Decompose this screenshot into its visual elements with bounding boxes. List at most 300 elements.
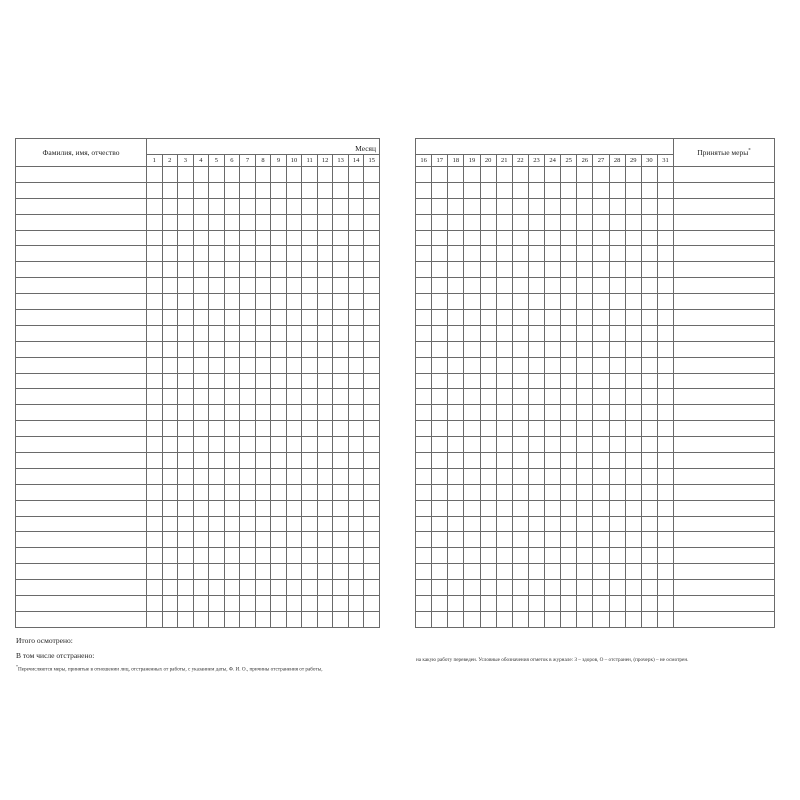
attendance-cell [625,198,641,214]
attendance-cell [240,389,256,405]
attendance-cell [147,310,163,326]
attendance-cell [162,580,178,596]
attendance-cell [448,310,464,326]
attendance-cell [286,611,302,627]
attendance-cell [593,405,609,421]
attendance-cell [577,580,593,596]
attendance-cell [480,341,496,357]
attendance-cell [271,516,287,532]
attendance-cell [255,405,271,421]
attendance-cell [416,198,432,214]
table-row [16,357,380,373]
attendance-cell [657,532,673,548]
attendance-cell [255,453,271,469]
attendance-cell [286,532,302,548]
attendance-cell [209,532,225,548]
attendance-cell [302,198,318,214]
attendance-cell [609,405,625,421]
attendance-cell [464,373,480,389]
attendance-cell [317,262,333,278]
attendance-cell [464,294,480,310]
attendance-cell [271,564,287,580]
month-header-blank [416,139,674,155]
attendance-cell [271,325,287,341]
attendance-cell [561,262,577,278]
table-row [16,453,380,469]
attendance-cell [333,437,349,453]
attendance-cell [224,278,240,294]
table-row [416,548,775,564]
attendance-cell [209,182,225,198]
attendance-cell [255,341,271,357]
attendance-cell [333,373,349,389]
attendance-cell [561,580,577,596]
attendance-cell [271,230,287,246]
attendance-cell [496,198,512,214]
attendance-cell [240,596,256,612]
attendance-cell [348,468,364,484]
attendance-cell [255,278,271,294]
table-row [416,564,775,580]
table-row [16,500,380,516]
name-cell [16,325,147,341]
attendance-cell [178,389,194,405]
attendance-cell [240,310,256,326]
attendance-cell [480,516,496,532]
attendance-cell [416,437,432,453]
attendance-cell [625,278,641,294]
attendance-cell [271,341,287,357]
attendance-cell [432,421,448,437]
attendance-cell [432,548,448,564]
attendance-cell [147,500,163,516]
attendance-cell [302,167,318,183]
measures-cell [674,325,775,341]
attendance-cell [657,357,673,373]
attendance-cell [348,548,364,564]
attendance-cell [593,198,609,214]
attendance-cell [209,230,225,246]
attendance-cell [255,198,271,214]
attendance-cell [593,437,609,453]
attendance-cell [432,596,448,612]
attendance-cell [162,262,178,278]
attendance-cell [480,325,496,341]
attendance-cell [480,596,496,612]
attendance-cell [593,516,609,532]
attendance-cell [448,262,464,278]
attendance-cell [416,611,432,627]
attendance-cell [271,611,287,627]
attendance-cell [333,310,349,326]
attendance-cell [496,373,512,389]
attendance-cell [209,500,225,516]
journal-right-page [415,138,774,633]
attendance-cell [593,182,609,198]
attendance-cell [147,453,163,469]
attendance-cell [464,214,480,230]
table-row [16,580,380,596]
attendance-cell [416,325,432,341]
attendance-cell [512,548,528,564]
attendance-cell [593,246,609,262]
attendance-cell [286,389,302,405]
attendance-cell [302,548,318,564]
attendance-cell [416,246,432,262]
attendance-cell [178,421,194,437]
attendance-cell [193,278,209,294]
attendance-cell [147,246,163,262]
attendance-cell [593,373,609,389]
attendance-cell [317,564,333,580]
attendance-cell [593,310,609,326]
attendance-cell [364,278,380,294]
attendance-cell [286,580,302,596]
attendance-cell [416,230,432,246]
attendance-cell [448,389,464,405]
attendance-cell [561,294,577,310]
attendance-cell [162,596,178,612]
attendance-cell [512,341,528,357]
table-row [16,167,380,183]
attendance-cell [240,341,256,357]
header-row [16,139,380,155]
attendance-cell [545,373,561,389]
measures-cell [674,167,775,183]
attendance-cell [480,182,496,198]
attendance-cell [432,310,448,326]
attendance-cell [577,548,593,564]
attendance-cell [209,437,225,453]
attendance-cell [271,437,287,453]
attendance-cell [302,294,318,310]
attendance-cell [147,580,163,596]
attendance-cell [464,484,480,500]
table-row [16,437,380,453]
attendance-cell [528,405,544,421]
attendance-cell [255,325,271,341]
attendance-cell [561,421,577,437]
attendance-cell [302,325,318,341]
day-number-30: 30 [641,155,657,167]
attendance-cell [432,468,448,484]
attendance-cell [496,468,512,484]
table-row [416,310,775,326]
attendance-cell [286,182,302,198]
attendance-cell [162,278,178,294]
attendance-cell [333,198,349,214]
attendance-cell [593,500,609,516]
attendance-cell [577,262,593,278]
header-row [416,139,775,155]
table-row [416,532,775,548]
attendance-cell [641,230,657,246]
attendance-cell [448,564,464,580]
attendance-cell [464,357,480,373]
measures-cell [674,500,775,516]
attendance-cell [162,611,178,627]
attendance-cell [496,580,512,596]
attendance-cell [496,453,512,469]
attendance-cell [147,357,163,373]
attendance-cell [432,484,448,500]
attendance-cell [364,484,380,500]
attendance-cell [147,596,163,612]
attendance-cell [286,310,302,326]
attendance-cell [545,357,561,373]
attendance-cell [333,468,349,484]
attendance-cell [528,182,544,198]
attendance-cell [593,468,609,484]
attendance-cell [609,548,625,564]
attendance-cell [255,611,271,627]
attendance-cell [561,278,577,294]
attendance-cell [348,198,364,214]
attendance-cell [224,580,240,596]
attendance-cell [193,580,209,596]
attendance-cell [240,548,256,564]
attendance-cell [657,596,673,612]
attendance-cell [528,500,544,516]
attendance-cell [496,484,512,500]
footnote-mark: * [16,664,18,669]
attendance-cell [333,341,349,357]
attendance-cell [464,532,480,548]
attendance-cell [162,453,178,469]
attendance-cell [480,230,496,246]
journal-right-table [415,138,775,628]
attendance-cell [333,294,349,310]
attendance-cell [178,325,194,341]
attendance-cell [240,421,256,437]
attendance-cell [224,294,240,310]
attendance-cell [364,198,380,214]
attendance-cell [255,532,271,548]
attendance-cell [545,453,561,469]
attendance-cell [496,532,512,548]
attendance-cell [528,437,544,453]
attendance-cell [348,278,364,294]
day-number-2: 2 [162,155,178,167]
attendance-cell [512,596,528,612]
attendance-cell [147,262,163,278]
attendance-cell [286,357,302,373]
attendance-cell [302,246,318,262]
attendance-cell [178,341,194,357]
attendance-cell [302,437,318,453]
attendance-cell [577,294,593,310]
attendance-cell [432,278,448,294]
attendance-cell [286,325,302,341]
attendance-cell [178,262,194,278]
name-cell [16,278,147,294]
attendance-cell [317,596,333,612]
attendance-cell [271,167,287,183]
attendance-cell [545,564,561,580]
attendance-cell [317,516,333,532]
attendance-cell [577,246,593,262]
attendance-cell [348,421,364,437]
attendance-cell [333,516,349,532]
day-number-20: 20 [480,155,496,167]
attendance-cell [416,182,432,198]
attendance-cell [641,437,657,453]
attendance-cell [348,516,364,532]
attendance-cell [224,246,240,262]
attendance-cell [464,278,480,294]
attendance-cell [162,182,178,198]
day-number-15: 15 [364,155,380,167]
attendance-cell [512,294,528,310]
attendance-cell [209,373,225,389]
attendance-cell [625,564,641,580]
attendance-cell [593,532,609,548]
day-number-9: 9 [271,155,287,167]
attendance-cell [641,182,657,198]
attendance-cell [512,437,528,453]
attendance-cell [147,230,163,246]
journal-left-table [15,138,380,628]
attendance-cell [609,262,625,278]
attendance-cell [209,580,225,596]
day-number-22: 22 [512,155,528,167]
measures-cell [674,294,775,310]
attendance-cell [193,500,209,516]
attendance-cell [545,310,561,326]
attendance-cell [512,484,528,500]
measures-column-header [674,139,775,167]
attendance-cell [193,611,209,627]
table-row [16,516,380,532]
attendance-cell [209,310,225,326]
measures-cell [674,310,775,326]
attendance-cell [302,341,318,357]
attendance-cell [432,198,448,214]
attendance-cell [609,357,625,373]
attendance-cell [416,453,432,469]
attendance-cell [416,484,432,500]
attendance-cell [209,405,225,421]
attendance-cell [480,437,496,453]
attendance-cell [147,484,163,500]
table-row [16,373,380,389]
attendance-cell [561,500,577,516]
attendance-cell [657,500,673,516]
attendance-cell [416,421,432,437]
attendance-cell [286,405,302,421]
attendance-cell [528,453,544,469]
attendance-cell [609,516,625,532]
day-number-25: 25 [561,155,577,167]
attendance-cell [448,405,464,421]
attendance-cell [178,500,194,516]
attendance-cell [302,468,318,484]
attendance-cell [593,611,609,627]
attendance-cell [609,596,625,612]
measures-cell [674,357,775,373]
attendance-cell [657,198,673,214]
attendance-cell [528,468,544,484]
attendance-cell [416,405,432,421]
attendance-cell [528,246,544,262]
name-cell [16,198,147,214]
attendance-cell [240,405,256,421]
attendance-cell [333,246,349,262]
attendance-cell [240,564,256,580]
attendance-cell [286,516,302,532]
attendance-cell [448,532,464,548]
attendance-cell [625,596,641,612]
attendance-cell [255,294,271,310]
attendance-cell [512,611,528,627]
attendance-cell [255,182,271,198]
table-row [16,421,380,437]
attendance-cell [432,325,448,341]
attendance-cell [448,516,464,532]
attendance-cell [528,230,544,246]
attendance-cell [224,548,240,564]
attendance-cell [193,357,209,373]
attendance-cell [178,230,194,246]
attendance-cell [333,167,349,183]
attendance-cell [302,596,318,612]
attendance-cell [561,182,577,198]
table-row [16,405,380,421]
attendance-cell [657,611,673,627]
attendance-cell [609,246,625,262]
attendance-cell [657,484,673,500]
attendance-cell [255,310,271,326]
attendance-cell [448,484,464,500]
table-row [416,214,775,230]
measures-cell [674,214,775,230]
attendance-cell [448,182,464,198]
attendance-cell [364,421,380,437]
table-row [16,389,380,405]
attendance-cell [528,532,544,548]
attendance-cell [625,484,641,500]
attendance-cell [561,548,577,564]
attendance-cell [464,564,480,580]
attendance-cell [625,500,641,516]
including-suspended-label: В том числе отстранено: [16,651,95,660]
attendance-cell [480,580,496,596]
attendance-cell [464,389,480,405]
attendance-cell [348,357,364,373]
attendance-cell [240,437,256,453]
attendance-cell [561,532,577,548]
attendance-cell [178,167,194,183]
attendance-cell [657,310,673,326]
attendance-cell [224,325,240,341]
attendance-cell [317,182,333,198]
attendance-cell [496,500,512,516]
measures-cell [674,278,775,294]
attendance-cell [348,310,364,326]
attendance-cell [317,230,333,246]
attendance-cell [255,230,271,246]
attendance-cell [480,564,496,580]
attendance-cell [432,532,448,548]
attendance-cell [577,611,593,627]
attendance-cell [317,310,333,326]
attendance-cell [496,167,512,183]
attendance-cell [545,468,561,484]
attendance-cell [317,421,333,437]
attendance-cell [348,262,364,278]
attendance-cell [625,167,641,183]
attendance-cell [496,405,512,421]
